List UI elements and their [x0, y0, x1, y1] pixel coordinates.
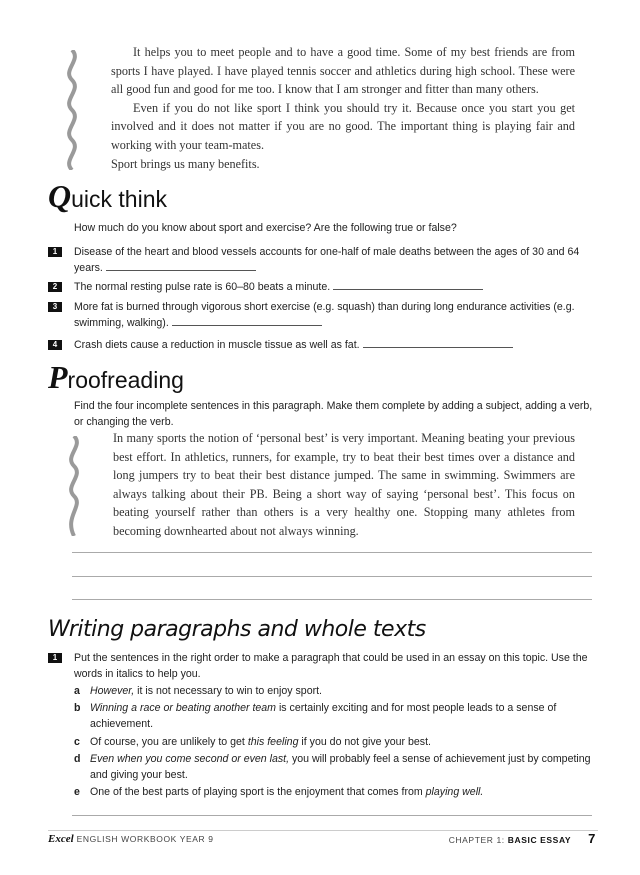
wavy-margin-decoration	[60, 50, 84, 170]
quick-think-prompt: How much do you know about sport and exercise? Are the following true or false?	[74, 222, 457, 234]
quiz-item: 3 More fat is burned through vigorous short exercise (e.g. squash) than during long endurance activities (e.g. swimming, walking).	[48, 299, 596, 331]
answer-line[interactable]	[72, 552, 592, 553]
quiz-item: 4 Crash diets cause a reduction in muscle tissue as well as fat.	[48, 337, 596, 353]
answer-line[interactable]	[72, 599, 592, 600]
section-heading-proofreading: Proofreading	[48, 359, 184, 395]
section-heading-quick-think: Quick think	[48, 178, 167, 214]
footer-book: ENGLISH WORKBOOK YEAR 9	[76, 834, 214, 844]
proofreading-instructions: Find the four incomplete sentences in this paragraph. Make them complete by adding a subject, adding a verb, or changing the verb.	[74, 400, 593, 428]
sentence-option: a However, it is not necessary to win to enjoy sport.	[74, 685, 323, 697]
sentence-option: e One of the best parts of playing sport is the enjoyment that comes from playing well.	[74, 786, 484, 798]
intro-paragraph: Sport brings us many benefits.	[111, 156, 260, 171]
wavy-margin-decoration	[62, 436, 86, 536]
answer-blank[interactable]	[106, 261, 256, 271]
proofreading-passage: In many sports the notion of ‘personal best’ is very important. Meaning beating your previous best effort. In athletics, runners, for example, try to beat their best times over a distance and long jumpers try to beat their best distance jumped. The same in swimming. Swimmers are always talking about their PB. Being a short way of saying ‘personal best’. This focus on beating yourself rather than others is a very healthy one. Stopping many athletes from becoming downhearted about not always winning.	[113, 431, 575, 538]
section-heading-writing: Writing paragraphs and whole texts	[48, 617, 426, 642]
footer-left	[48, 833, 214, 845]
page-number: 7	[588, 831, 596, 846]
intro-passage	[111, 43, 575, 173]
sentence-option: d Even when you come second or even last, you will probably feel a sense of achievement just by competing and giving your best.	[74, 753, 591, 781]
answer-blank[interactable]	[333, 280, 483, 290]
writing-item: 1 Put the sentences in the right order to make a paragraph that could be used in an essay on this topic. Use the words in italics to help you.	[48, 650, 596, 682]
answer-blank[interactable]	[363, 338, 513, 348]
answer-line[interactable]	[72, 576, 592, 577]
answer-blank[interactable]	[172, 316, 322, 326]
intro-paragraph: Even if you do not like sport I think you should try it. Because once you start you get involved and it does not matter if you are no good. The important thing is playing fair and working with your team-mates.	[111, 100, 575, 152]
footer-right: CHAPTER 1: BASIC ESSAY 7	[448, 831, 596, 846]
footer-chapter: BASIC ESSAY	[507, 835, 572, 845]
quiz-item: 2 The normal resting pulse rate is 60–80 beats a minute.	[48, 279, 596, 295]
quiz-item: 1 Disease of the heart and blood vessels accounts for one-half of male deaths between the ages of 30 and 64 years.	[48, 244, 596, 276]
answer-line[interactable]	[72, 815, 592, 816]
sentence-option: c Of course, you are unlikely to get this feeling if you do not give your best.	[74, 736, 431, 748]
intro-paragraph: It helps you to meet people and to have a good time. Some of my best friends are from sports I have played. I have played tennis soccer and athletics during high school. These were all good fun and good for me too. I know that I am stronger and fitter than many others.	[111, 45, 575, 97]
footer-brand: Excel	[48, 833, 74, 845]
sentence-option: b Winning a race or beating another team is certainly exciting and for most people leads to a sense of achievement.	[74, 702, 557, 730]
